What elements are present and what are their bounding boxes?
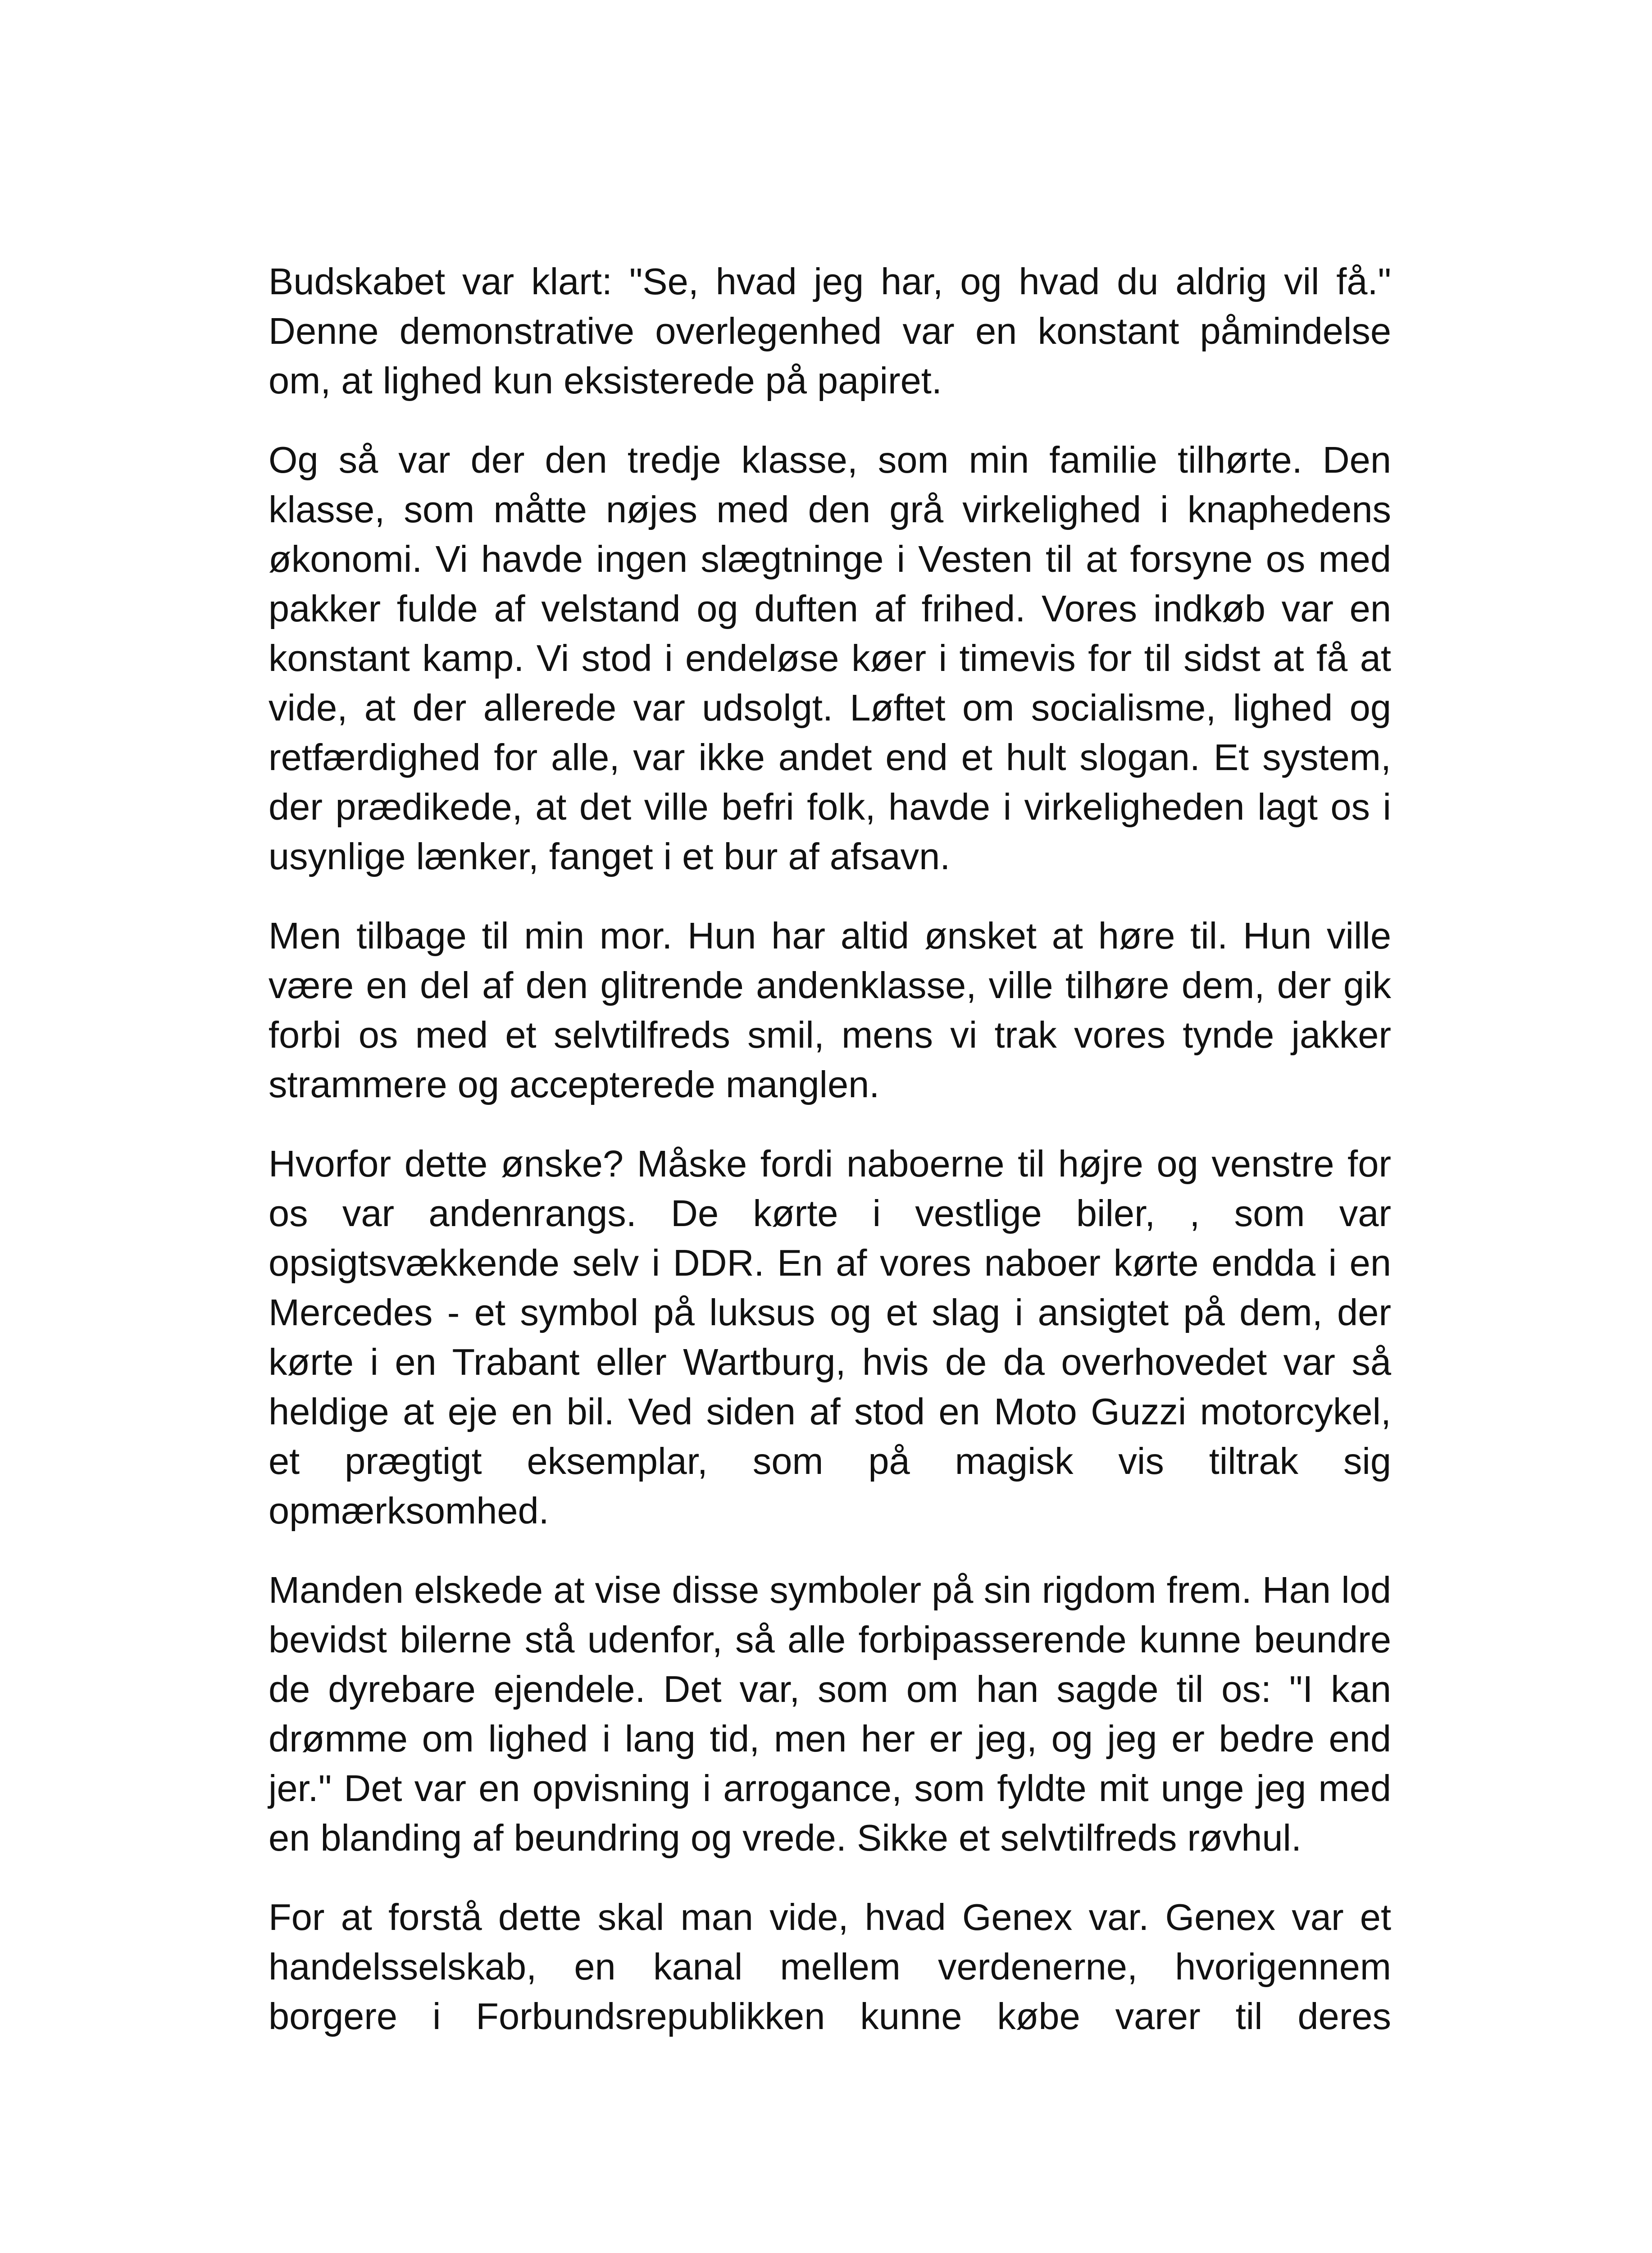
paragraph-2: Og så var der den tredje klasse, som min familie tilhørte. Den klasse, som måtte nøjes med den grå virkelighed i knaphedens økonomi. Vi havde ingen slægtninge i Vesten til at forsyne os med pakker fulde af velstand og duften af frihed. Vores indkøb var en konstant kamp. Vi stod i endeløse køer i timevis for til sidst at få at vide, at der allerede var udsolgt. Løftet om socialisme, lighed og retfærdighed for alle, var ikke andet end et hult slogan. Et system, der prædikede, at det ville befri folk, havde i virkeligheden lagt os i usynlige lænker, fanget i et bur af afsavn.: [269, 439, 1391, 877]
paragraph-1: Budskabet var klart: "Se, hvad jeg har, og hvad du aldrig vil få." Denne demonstrative overlegenhed var en konstant påmindelse om, at lighed kun eksisterede på papiret.: [269, 260, 1391, 401]
paragraph-6: For at forstå dette skal man vide, hvad Genex var. Genex var et handelsselskab, en kanal mellem verdenerne, hvorigennem borgere i Forbundsrepublikken kunne købe varer til deres: [269, 1896, 1391, 2037]
paragraph-5: Manden elskede at vise disse symboler på sin rigdom frem. Han lod bevidst bilerne stå udenfor, så alle forbipasserende kunne beundre de dyrebare ejendele. Det var, som om han sagde til os: "I kan drømme om lighed i lang tid, men her er jeg, og jeg er bedre end jer." Det var en opvisning i arrogance, som fyldte mit unge jeg med en blanding af beundring og vrede. Sikke et selvtilfreds røvhul.: [269, 1569, 1391, 1859]
body-text: [269, 257, 1391, 2041]
paragraph-4: Hvorfor dette ønske? Måske fordi naboerne til højre og venstre for os var andenrangs. De kørte i vestlige biler, , som var opsigtsvækkende selv i DDR. En af vores naboer kørte endda i en Mercedes - et symbol på luksus og et slag i ansigtet på dem, der kørte i en Trabant eller Wartburg, hvis de da overhovedet var så heldige at eje en bil. Ved siden af stod en Moto Guzzi motorcykel, et prægtigt eksemplar, som på magisk vis tiltrak sig opmærksomhed.: [269, 1143, 1391, 1532]
paragraph-3: Men tilbage til min mor. Hun har altid ønsket at høre til. Hun ville være en del af den glitrende andenklasse, ville tilhøre dem, der gik forbi os med et selvtilfreds smil, mens vi trak vores tynde jakker strammere og accepterede manglen.: [269, 915, 1391, 1105]
